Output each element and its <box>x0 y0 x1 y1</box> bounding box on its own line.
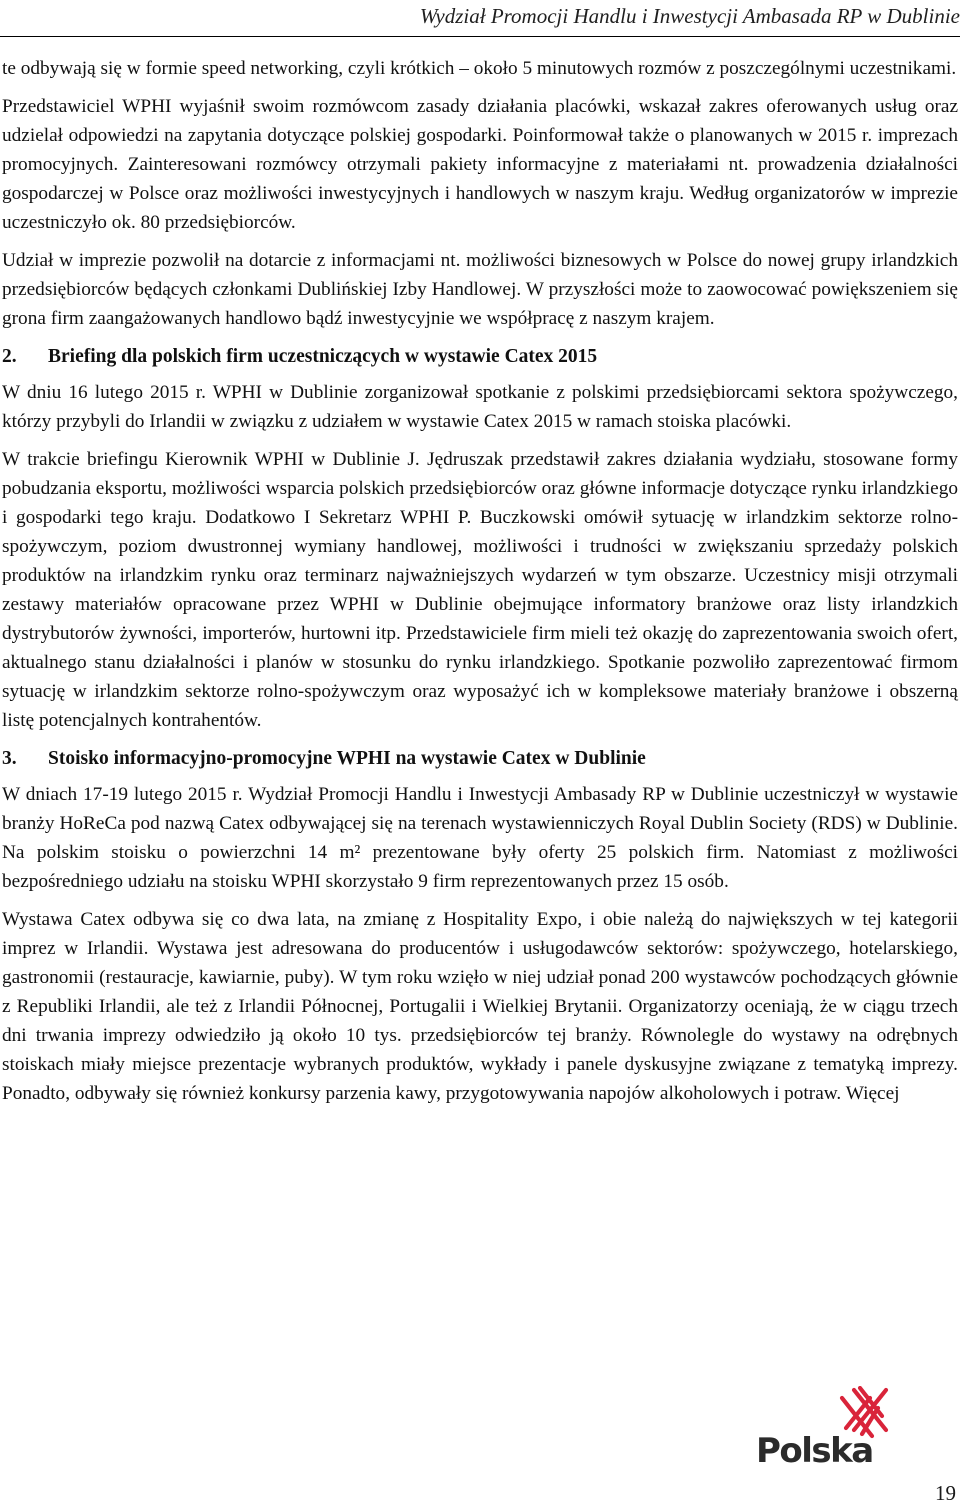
logo-text: Polska <box>756 1431 873 1471</box>
section-number: 3. <box>2 748 17 769</box>
page-header-title: Wydział Promocji Handlu i Inwestycji Ambasada RP w Dublinie <box>419 4 960 28</box>
paragraph: Wystawa Catex odbywa się co dwa lata, na zmianę z Hospitality Expo, i obie należą do największych w tej kategorii imprez w Irlandii. Wystawa jest adresowana do producentów i usługodawców sektorów: spożywczego, hotelarskiego, gastronomii (restauracje, kawiarnie, puby). W tym roku wzięło w niej udział ponad 200 wystawców pochodzących głównie z Republiki Irlandii, ale też z Irlandii Północnej, Portugalii i Wielkiej Brytanii. Organizatorzy oceniają, że w ciągu trzech dni trwania imprezy odwiedziło ją około 10 tys. przedsiębiorców tej branży. Równolegle do wystawy na odrębnych stoiskach miały miejsce prezentacje wybranych produktów, wykłady i panele dyskusyjne związane z tematyką imprezy. Ponadto, odbywały się również konkursy parzenia kawy, przygotowywania napojów alkoholowych i potraw. Więcej <box>2 909 958 1104</box>
paragraph: W trakcie briefingu Kierownik WPHI w Dublinie J. Jędruszak przedstawił zakres działania wydziału, stosowane formy pobudzania eksportu, możliwości wsparcia polskich przedsiębiorców oraz główne informacje dotyczące rynku irlandzkiego i gospodarki tego kraju. Dodatkowo I Sekretarz WPHI P. Buczkowski omówił sytuację w irlandzkim sektorze rolno-spożywczym, poziom dwustronnej wymiany handlowej, możliwości i trudności w zwiększaniu sprzedaży polskich produktów na irlandzkim rynku oraz terminarz najważniejszych wydarzeń w tym obszarze. Uczestnicy misji otrzymali zestawy materiałów opracowane przez WPHI w Dublinie obejmujące informatory branżowe oraz listy irlandzkich dystrybutorów żywności, importerów, hurtowni itp. Przedstawiciele firm mieli też okazję do zaprezentowania swoich ofert, aktualnego stanu działalności i planów w stosunku do rynku irlandzkiego. Spotkanie pozwoliło zaprezentować firmom sytuację w irlandzkim sektorze rolno-spożywczym oraz wyposażyć ich w kompleksowe materiały branżowe i obszerną listę potencjalnych kontrahentów. <box>2 449 958 731</box>
paragraph: W dniu 16 lutego 2015 r. WPHI w Dublinie zorganizował spotkanie z polskimi przedsiębiorcami sektora spożywczego, którzy przybyli do Irlandii w związku z udziałem w wystawie Catex 2015 w ramach stoiska placówki. <box>2 382 958 432</box>
section-title: Briefing dla polskich firm uczestniczących w wystawie Catex 2015 <box>48 346 598 367</box>
paragraph: te odbywają się w formie speed networking, czyli krótkich – około 5 minutowych rozmów z poszczególnymi uczestnikami. <box>2 58 957 79</box>
paragraph: Udział w imprezie pozwolił na dotarcie z informacjami nt. możliwości biznesowych w Polsce do nowej grupy irlandzkich przedsiębiorców będących członkami Dublińskiej Izby Handlowej. W przyszłości może to zaowocować powiększeniem się grona firm zaangażowanych handlowo bądź inwestycyjnie we współpracę z naszym krajem. <box>2 250 958 329</box>
document-body <box>2 54 958 1117</box>
section-title: Stoisko informacyjno-promocyjne WPHI na wystawie Catex w Dublinie <box>48 748 646 769</box>
header-rule <box>0 36 960 37</box>
page-number: 19 <box>935 1481 956 1505</box>
paragraph: Przedstawiciel WPHI wyjaśnił swoim rozmówcom zasady działania placówki, wskazał zakres oferowanych usług oraz udzielał odpowiedzi na zapytania dotyczące polskiej gospodarki. Poinformował także o planowanych w 2015 r. imprezach promocyjnych. Zainteresowani rozmówcy otrzymali pakiety informacyjne z materiałami nt. prowadzenia działalności gospodarczej w Polsce oraz możliwości inwestycyjnych i handlowych w naszym kraju. Według organizatorów w imprezie uczestniczyło ok. 80 przedsiębiorców. <box>2 96 958 233</box>
section-number: 2. <box>2 346 17 367</box>
section-heading-3 <box>2 744 958 773</box>
polska-logo <box>750 1386 890 1492</box>
paragraph: W dniach 17-19 lutego 2015 r. Wydział Promocji Handlu i Inwestycji Ambasady RP w Dublinie uczestniczył w wystawie branży HoReCa pod nazwą Catex odbywającej się na terenach wystawienniczych Royal Dublin Society (RDS) w Dublinie. Na polskim stoisku o powierzchni 14 m² prezentowane były oferty 25 polskich firm. Natomiast z możliwości bezpośredniego udziału na stoisku WPHI skorzystało 9 firm reprezentowanych przez 15 osób. <box>2 784 958 892</box>
section-heading-2 <box>2 342 958 371</box>
